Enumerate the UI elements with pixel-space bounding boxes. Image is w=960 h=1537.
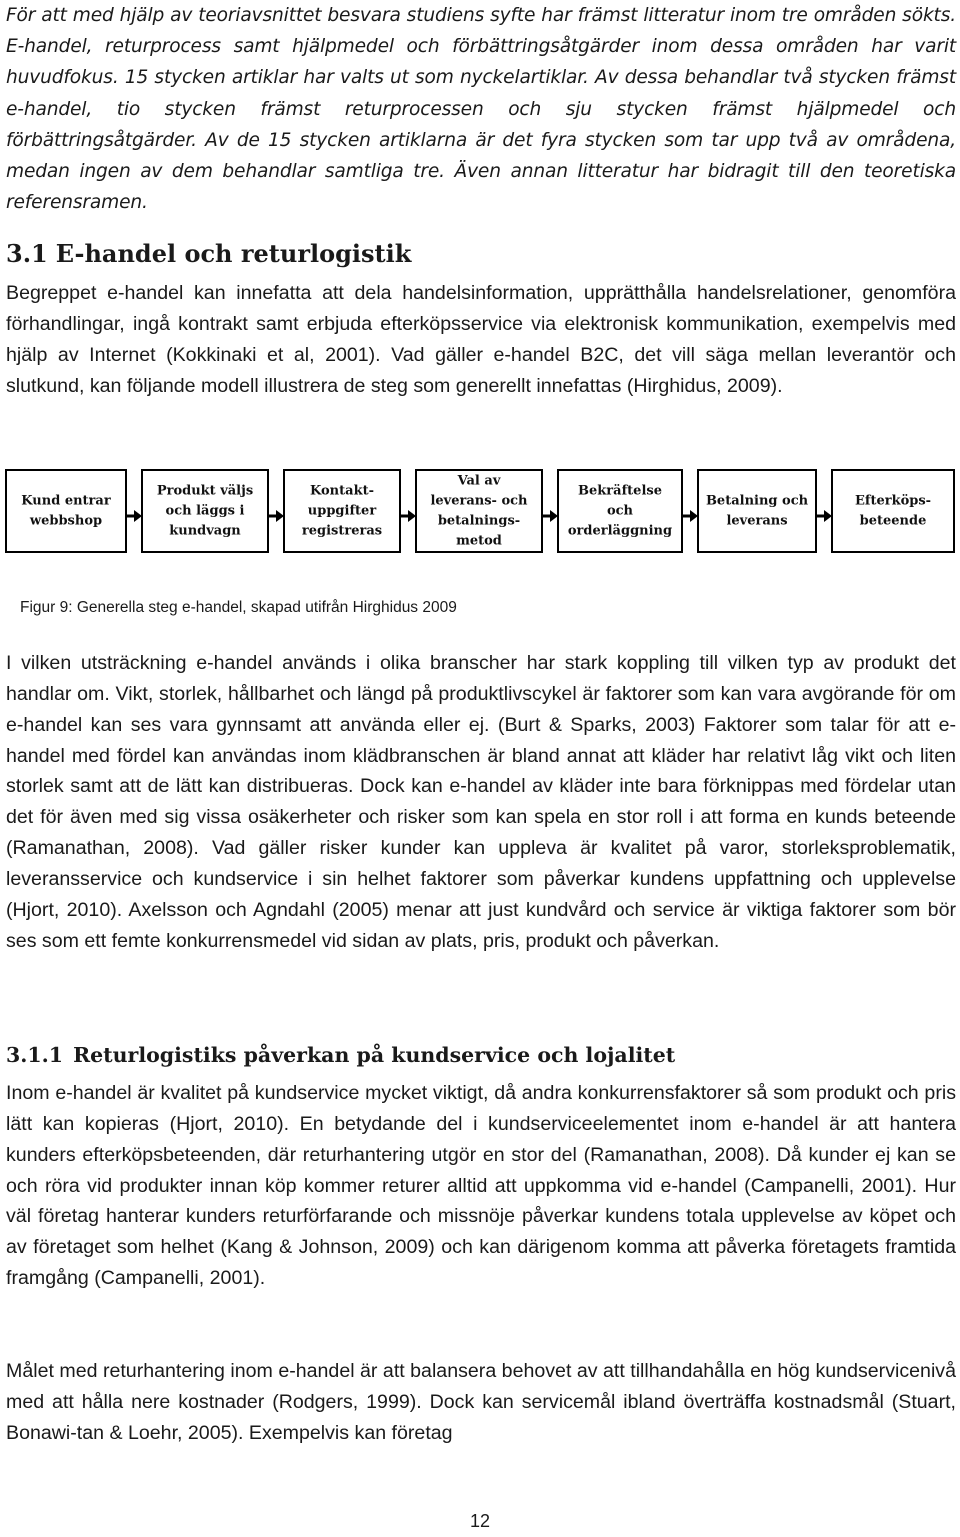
section-title: E-handel och returlogistik xyxy=(55,239,412,268)
flow-step-2 xyxy=(142,470,268,552)
flow-step-label-line: metod xyxy=(456,533,502,549)
flow-arrow-3 xyxy=(400,510,416,522)
flow-step-label-line: kundvagn xyxy=(169,523,241,539)
flow-step-4 xyxy=(416,470,542,552)
flow-step-label-line: Bekräftelse xyxy=(578,483,662,499)
section-paragraph-1: Begreppet e-handel kan innefatta att dela handelsinformation, upprätthålla handelsrelationer, genomföra förhandlingar, ingå kontrakt samt erbjuda efterköpsservice via elektronisk kommunikation, exempelvis med hjälp av Internet (Kokkinaki et al, 2001). Vad gäller e-handel B2C, det vill säga mellan leverantör och slutkund, kan följande modell illustrera de steg som generellt innefattas (Hirghidus, 2009). xyxy=(6,282,956,397)
process-flow-diagram xyxy=(0,466,960,576)
flow-step-label-line: Betalning och xyxy=(705,493,809,509)
flow-step-label-line: orderläggning xyxy=(567,523,673,539)
flow-step-7 xyxy=(832,470,954,552)
figure-caption: Figur 9: Generella steg e-handel, skapad utifrån Hirghidus 2009 xyxy=(20,599,457,616)
flow-step-label-line: Kund entrar xyxy=(21,493,111,509)
flow-arrow-5 xyxy=(682,510,698,522)
section-heading xyxy=(6,236,411,272)
flow-step-label-line: webbshop xyxy=(29,513,103,529)
flow-step-label-line: uppgifter xyxy=(307,503,377,519)
flow-step-label-line: leverans- och xyxy=(430,493,528,509)
flow-step-label-line: och xyxy=(606,503,634,519)
subsection-paragraph-1: Inom e-handel är kvalitet på kundservice mycket viktigt, då andra konkurrensfaktorer så som produkt och pris lätt kan kopieras (Hjort, 2010). En betydande del i kundserviceelementet inom e-handel är att hantera kunders efterköpsbeteenden, där returhantering utgör en stor del (Ramanathan, 2008). Då kunder ej kan se och röra vid produkter innan köp kommer returer alltid att uppkomma vid e-handel (Campanelli, 2001). Hur väl företag hanterar kunders returförfarande och missnöje påverkar kundens totala upplevelse av köpet och av företaget som helhet (Kang & Johnson, 2009) och kan därigenom komma att påverka företagets framtida framgång (Campanelli, 2001). xyxy=(6,1082,956,1290)
flow-step-box xyxy=(698,470,816,552)
flow-step-box xyxy=(832,470,954,552)
page-number: 12 xyxy=(469,1511,491,1531)
flow-arrow-6 xyxy=(816,510,832,522)
flow-step-3 xyxy=(284,470,400,552)
flow-arrow-2 xyxy=(268,510,284,522)
flow-step-label-line: Kontakt- xyxy=(310,483,374,499)
flow-step-label-line: Val av xyxy=(457,473,501,489)
subsection-heading xyxy=(6,1039,675,1071)
flow-step-label-line: Produkt väljs xyxy=(156,483,254,499)
subsection-number: 3.1.1 xyxy=(6,1043,64,1067)
flow-step-label-line: registreras xyxy=(301,523,383,539)
flow-arrow-4 xyxy=(542,510,558,522)
flow-step-label-line: och läggs i xyxy=(165,503,245,519)
flow-step-label-line: Efterköps- xyxy=(854,493,932,509)
flow-arrow-1 xyxy=(126,510,142,522)
flow-step-box xyxy=(6,470,126,552)
intro-paragraph: För att med hjälp av teoriavsnittet besvara studiens syfte har främst litteratur inom tre områden sökts. E-handel, returprocess samt hjälpmedel och förbättringsåtgärder inom dessa områden har varit huvudfokus. 15 stycken artiklar har valts ut som nyckelartiklar. Av dessa behandlar två stycken främst e-handel, tio stycken främst returprocessen och sju stycken främst hjälpmedel och förbättringsåtgärder. Av de 15 stycken artiklarna är det fyra stycken som tar upp två av områdena, medan ingen av dem behandlar samtliga tre. Även annan litteratur har bidragit till den teoretiska referensramen. xyxy=(6,5,956,214)
flow-step-6 xyxy=(698,470,816,552)
flow-step-label-line: beteende xyxy=(859,513,927,529)
flow-step-5 xyxy=(558,470,682,552)
flow-step-label-line: leverans xyxy=(726,513,788,529)
subsection-paragraph-2: Målet med returhantering inom e-handel är att balansera behovet av att tillhandahålla en hög kundservicenivå med att hålla nere kostnader (Rodgers, 1999). Dock kan servicemål ibland överträffa kostnadsmål (Stuart, Bonawi-tan & Loehr, 2005). Exempelvis kan företag xyxy=(6,1360,956,1444)
section-number: 3.1 xyxy=(6,239,48,268)
subsection-title: Returlogistiks påverkan på kundservice och lojalitet xyxy=(73,1043,676,1067)
section-paragraph-2: I vilken utsträckning e-handel används i olika branscher har stark koppling till vilken typ av produkt det handlar om. Vikt, storlek, hållbarhet och längd på produktlivscykel är faktorer som kan vara avgörande för om e-handel kan ses vara gynnsamt att använda eller ej. (Burt & Sparks, 2003) Faktorer som talar för att e-handel med fördel kan användas inom klädbranschen är bland annat att kläder har relativt låg vikt och liten storlek samt att de lätt kan distribueras. Dock kan e-handel av kläder inte bara förknippas med fördelar utan det för även med sig vissa osäkerheter och risker som kan spela en stor roll i att forma en kunds beteende (Ramanathan, 2008). Vad gäller risker kunder kan uppleva är kvalitet på varor, storleksproblematik, leveransservice och kundservice i sin helhet faktorer som påverkar kundens uppfattning och upplevelse (Hjort, 2010). Axelsson och Agndahl (2005) menar att just kundvård och service är viktiga faktorer som bör ses som ett femte konkurrensmedel vid sidan av plats, pris, produkt och påverkan. xyxy=(6,652,956,952)
flow-step-label-line: betalnings- xyxy=(437,513,521,529)
flow-step-1 xyxy=(6,470,126,552)
